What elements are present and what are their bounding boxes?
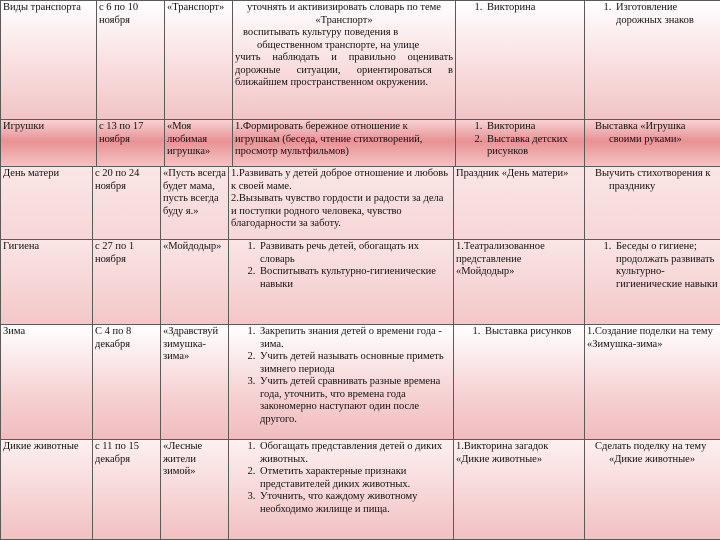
topic-cell: Дикие животные [0, 440, 92, 540]
list-item: 1. Развивать речь детей, обогащать их словарь [258, 241, 451, 266]
event-cell [455, 0, 584, 120]
table-row [0, 325, 720, 440]
name-cell: «Лесные жители зимой» [160, 440, 228, 540]
list-item: 2. Учить детей называть основные приметь зимнего периода [258, 351, 451, 376]
topic-cell: День матери [0, 167, 92, 240]
dates-cell: С 4 по 8 декабря [92, 325, 160, 440]
product-cell [584, 0, 720, 120]
goals-cell: уточнять и активизировать словарь по теме «Транспорт» воспитывать культуру поведения в общественном транспорте, на улице учить наблюдать и правильно оценивать дорожные ситуации, ориентироваться в ближайшем пространственном окружении. [232, 0, 455, 120]
event-cell: 1.Викторина загадок «Дикие животные» [453, 440, 584, 540]
goals-cell [228, 325, 453, 440]
table-row [0, 0, 720, 120]
product-cell [584, 240, 720, 325]
list-item: 2. Отметить характерные признаки представителей диких животных. [258, 466, 451, 491]
name-cell: «Мойдодыр» [160, 240, 228, 325]
event-cell [453, 325, 584, 440]
topic-cell: Виды транспорта [0, 0, 96, 120]
table-row [0, 167, 720, 240]
dates-cell: с 13 по 17 ноября [96, 120, 164, 167]
name-cell: «Моя любимая игрушка» [164, 120, 232, 167]
product-cell: Выучить стихотворения к празднику [584, 167, 720, 240]
name-cell: «Здравствуй зимушка-зима» [160, 325, 228, 440]
event-cell: Праздник «День матери» [453, 167, 584, 240]
event-cell: 1.Театрализованное представление «Мойдодыр» [453, 240, 584, 325]
product-cell: Сделать поделку на тему «Дикие животные» [584, 440, 720, 540]
name-cell: «Транспорт» [164, 0, 232, 120]
list-item: 1. Викторина [485, 121, 582, 134]
product-cell: 1.Создание поделки на тему «Зимушка-зима» [584, 325, 720, 440]
goals-cell: 1.Развивать у детей доброе отношение и любовь к своей маме. 2.Вызывать чувство гордости и радости за дела и поступки родного человека, чувство благодарности за заботу. [228, 167, 453, 240]
list-item: 2. Воспитывать культурно-гигиенические навыки [258, 266, 451, 291]
dates-cell: с 6 по 10 ноября [96, 0, 164, 120]
list-item: 1. Беседы о гигиене; продолжать развивать культурно-гигиенические навыки [614, 241, 718, 291]
product-cell: Выставка «Игрушка своими руками» [584, 120, 720, 167]
goals-cell [228, 240, 453, 325]
list-item: 1. Закрепить знания детей о времени года - зима. [258, 326, 451, 351]
list-item: 1. Изготовление дорожных знаков [614, 2, 718, 27]
topic-cell: Зима [0, 325, 92, 440]
table-row [0, 240, 720, 325]
list-item: 3. Уточнить, что каждому животному необходимо жилище и пища. [258, 491, 451, 516]
dates-cell: с 11 по 15 декабря [92, 440, 160, 540]
table-row [0, 120, 720, 167]
name-cell: «Пусть всегда будет мама, пусть всегда буду я.» [160, 167, 228, 240]
list-item: 1. Викторина [485, 2, 582, 15]
dates-cell: с 20 по 24 ноября [92, 167, 160, 240]
list-item: 1. Выставка рисунков [483, 326, 582, 339]
goals-cell [228, 440, 453, 540]
goals-cell: 1.Формировать бережное отношение к игрушкам (беседа, чтение стихотворений, просмотр мультфильмов) [232, 120, 455, 167]
list-item: 1. Обогащать представления детей о диких животных. [258, 441, 451, 466]
topic-cell: Гигиена [0, 240, 92, 325]
list-item: 3. Учить детей сравнивать разные времена года, уточнить, что времена года закономерно наступают один после другого. [258, 376, 451, 426]
topic-cell: Игрушки [0, 120, 96, 167]
table-row [0, 440, 720, 540]
list-item: 2. Выставка детских рисунков [485, 134, 582, 159]
dates-cell: с 27 по 1 ноября [92, 240, 160, 325]
event-cell [455, 120, 584, 167]
